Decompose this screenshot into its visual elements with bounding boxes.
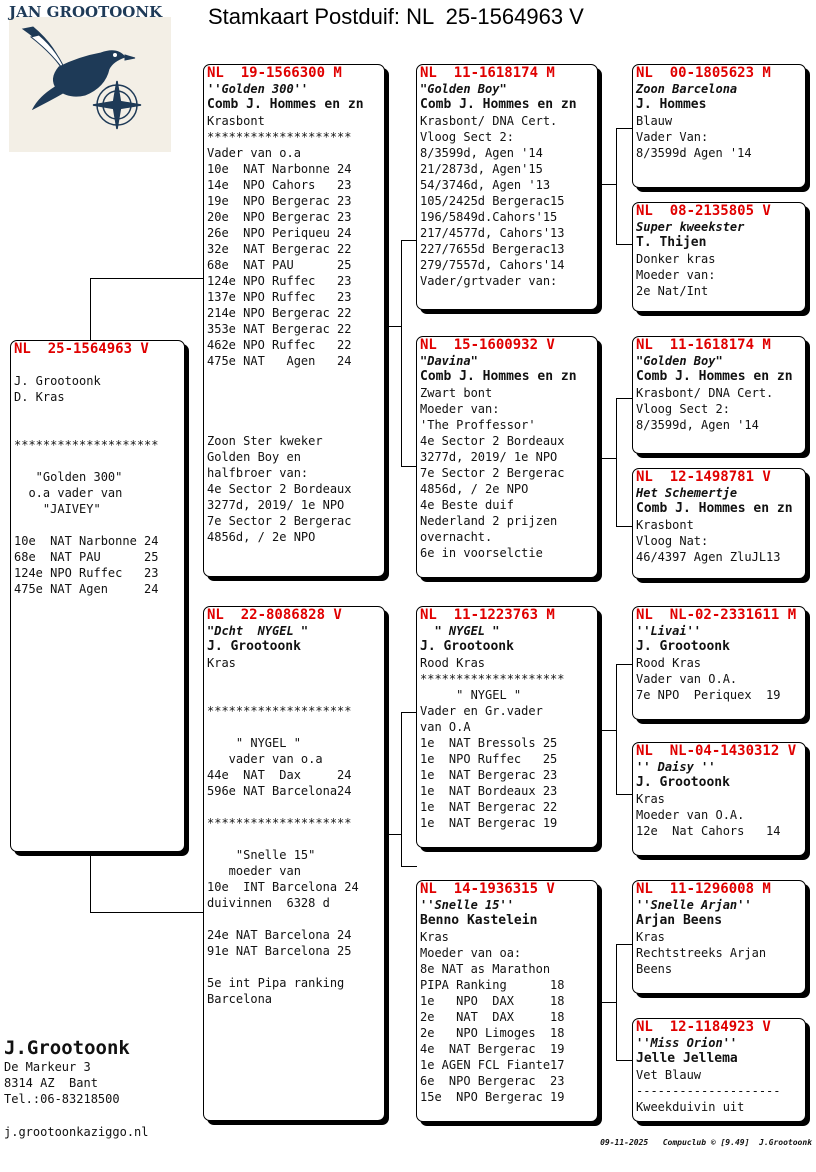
card-line — [204, 385, 384, 401]
connector — [616, 398, 617, 526]
card-line: PIPA Ranking 18 — [420, 978, 565, 992]
card-line: -------------------- — [636, 1084, 781, 1098]
ring-number: NL 22-8086828 V — [207, 607, 342, 623]
connector — [616, 664, 617, 794]
breeder-name: Comb J. Hommes en zn — [420, 97, 577, 112]
card-line: Nederland 2 prijzen — [420, 514, 558, 528]
card-line: 4856d, / 2e NPO — [207, 530, 316, 544]
card-line: 1e NPO Ruffec 25 — [420, 752, 558, 766]
card-line: 24e NAT Barcelona 24 — [207, 928, 352, 942]
card-line: 44e NAT Dax 24 — [207, 768, 352, 782]
connector — [616, 944, 617, 1060]
card-line: 32e NAT Bergerac 22 — [207, 242, 352, 256]
card-line: 14e NPO Cahors 23 — [207, 178, 352, 192]
breeder-name: J. Hommes — [636, 97, 707, 112]
card-line: 10e NAT Narbonne 24 — [207, 162, 352, 176]
connector — [401, 240, 402, 466]
card-line: 19e NPO Bergerac 23 — [207, 194, 352, 208]
card-line: 5e int Pipa ranking — [207, 976, 345, 990]
ring-number: NL 08-2135805 V — [636, 203, 771, 219]
connector — [401, 240, 417, 241]
pigeon-name: ''Miss Orion'' — [636, 1036, 738, 1050]
ring-number: NL 11-1296008 M — [636, 881, 771, 897]
card-line: 1e NAT Bergerac 19 — [420, 816, 558, 830]
card-line: Vloog Sect 2: — [636, 402, 730, 416]
ring-number: NL NL-02-2331611 M — [636, 607, 797, 623]
breeder-name: J. Grootoonk — [636, 775, 730, 790]
card-line — [204, 417, 384, 433]
breeder-name: J. Grootoonk — [636, 639, 730, 654]
owner-address-line: De Markeur 3 — [4, 1060, 91, 1074]
card-line: Kras — [420, 930, 449, 944]
card-mmf — [632, 880, 806, 994]
card-line: 7e Sector 2 Bergerac — [207, 514, 352, 528]
connector — [596, 184, 616, 185]
card-line: Donker kras — [636, 252, 716, 266]
card-line: 15e NPO Bergerac 19 — [420, 1090, 565, 1104]
card-line — [204, 401, 384, 417]
card-line: 2e Nat/Int — [636, 284, 709, 298]
card-line — [204, 831, 384, 847]
breeder-name: J. Grootoonk — [207, 639, 301, 654]
card-line: 353e NAT Bergerac 22 — [207, 322, 352, 336]
card-line: 7e NPO Periquex 19 — [636, 688, 781, 702]
card-line: Vader/grtvader van: — [420, 274, 558, 288]
card-line: Kras — [636, 792, 665, 806]
owner-address-line: 8314 AZ Bant — [4, 1076, 98, 1090]
ring-number: NL 11-1223763 M — [420, 607, 555, 623]
pigeon-name: ''Snelle Arjan'' — [636, 898, 752, 912]
ring-number: NL 11-1618174 M — [420, 65, 555, 81]
owner-email[interactable]: j.grootoonkaziggo.nl — [4, 1125, 149, 1139]
card-line: Kweekduivin uit — [636, 1100, 745, 1114]
card-line: 68e NAT PAU 25 — [207, 258, 352, 272]
ring-number: NL 19-1566300 M — [207, 65, 342, 81]
card-line: 1e NAT Bergerac 23 — [420, 768, 558, 782]
breeder-name: Benno Kastelein — [420, 913, 538, 928]
card-line: 124e NPO Ruffec 23 — [14, 566, 159, 580]
card-line — [11, 421, 184, 437]
breeder-name: Arjan Beens — [636, 913, 723, 928]
connector — [401, 712, 417, 713]
card-line: Moeder van oa: — [420, 946, 522, 960]
card-line: Zoon Ster kweker — [207, 434, 323, 448]
connector — [90, 912, 204, 913]
card-line: 4856d, / 2e NPO — [420, 482, 529, 496]
card-line: 91e NAT Barcelona 25 — [207, 944, 352, 958]
card-line: Vader Van: — [636, 130, 709, 144]
card-line — [204, 959, 384, 975]
pigeon-name: "Golden Boy" — [420, 82, 507, 96]
card-line: 475e NAT Agen 24 — [207, 354, 352, 368]
card-line: 1e NAT Bergerac 22 — [420, 800, 558, 814]
ring-number: NL 12-1498781 V — [636, 469, 771, 485]
card-mmm — [632, 1018, 806, 1122]
breeder-name: J. Grootoonk — [420, 639, 514, 654]
breeder-name: T. Thijen — [636, 235, 707, 250]
card-line: Golden Boy en — [207, 450, 301, 464]
card-line: 2e NAT DAX 18 — [420, 1010, 565, 1024]
card-line: 1e NAT Bordeaux 23 — [420, 784, 558, 798]
card-line: halfbroer van: — [207, 466, 309, 480]
card-line: 196/5849d.Cahors'15 — [420, 210, 558, 224]
card-line: Krasbont — [207, 114, 265, 128]
card-line: 217/4577d, Cahors'13 — [420, 226, 565, 240]
connector — [401, 466, 417, 467]
card-line: Vader en Gr.vader — [420, 704, 543, 718]
logo-text: JAN GROOTOONK — [9, 3, 163, 21]
ring-number: NL 25-1564963 V — [14, 341, 149, 357]
card-line: Vloog Nat: — [636, 534, 709, 548]
card-line: 8e NAT as Marathon — [420, 962, 551, 976]
card-line: 1e AGEN FCL Fiante17 — [420, 1058, 565, 1072]
card-line: Blauw — [636, 114, 673, 128]
card-line: "Snelle 15" — [207, 848, 316, 862]
connector — [90, 278, 91, 340]
card-line: Kras — [207, 656, 236, 670]
card-line: Kras — [636, 930, 665, 944]
card-line: 54/3746d, Agen '13 — [420, 178, 551, 192]
pigeon-compass-icon — [9, 3, 171, 152]
connector — [383, 834, 401, 835]
card-mf — [416, 606, 598, 848]
breeder-name: Comb J. Hommes en zn — [636, 501, 793, 516]
card-main — [10, 340, 185, 852]
pigeon-name: ''Snelle 15'' — [420, 898, 514, 912]
card-father — [203, 64, 385, 577]
card-line: 6e in voorselctie — [420, 546, 543, 560]
card-line: 8/3599d, Agen '14 — [420, 146, 543, 160]
card-line: 124e NPO Ruffec 23 — [207, 274, 352, 288]
card-line — [11, 517, 184, 533]
card-fm — [416, 336, 598, 578]
card-line: "JAIVEY" — [14, 502, 101, 516]
card-line: Rood Kras — [636, 656, 702, 670]
breeder-name: Comb J. Hommes en zn — [207, 97, 364, 112]
card-line: 20e NPO Bergerac 23 — [207, 210, 352, 224]
card-line: vader van o.a — [207, 752, 323, 766]
connector — [401, 712, 402, 866]
card-line: Rechtstreeks Arjan — [636, 946, 767, 960]
card-line: 137e NPO Ruffec 23 — [207, 290, 352, 304]
card-line — [204, 671, 384, 687]
card-line: " NYGEL " — [420, 688, 522, 702]
card-line — [204, 719, 384, 735]
card-line: Vloog Sect 2: — [420, 130, 514, 144]
card-ffm — [632, 202, 806, 312]
card-line — [204, 369, 384, 385]
pigeon-name: Het Schemertje — [636, 486, 738, 500]
ring-number: NL 14-1936315 V — [420, 881, 555, 897]
card-line: van O.A — [420, 720, 471, 734]
ring-number: NL NL-04-1430312 V — [636, 743, 797, 759]
card-line: ******************** — [14, 438, 159, 452]
card-line: 4e Sector 2 Bordeaux — [420, 434, 565, 448]
card-line: 475e NAT Agen 24 — [14, 582, 159, 596]
card-line: " NYGEL " — [207, 736, 301, 750]
connector — [596, 458, 616, 459]
card-line: ******************** — [207, 816, 352, 830]
card-line: 68e NAT PAU 25 — [14, 550, 159, 564]
ring-number: NL 11-1618174 M — [636, 337, 771, 353]
card-line: 46/4397 Agen ZluJL13 — [636, 550, 781, 564]
card-ff — [416, 64, 598, 310]
card-fmf — [632, 336, 806, 454]
breeder-name: Comb J. Hommes en zn — [636, 369, 793, 384]
card-fff — [632, 64, 806, 188]
card-line: Krasbont — [636, 518, 694, 532]
card-fmm — [632, 468, 806, 579]
card-line: 596e NAT Barcelona24 — [207, 784, 352, 798]
card-line: 10e NAT Narbonne 24 — [14, 534, 159, 548]
card-line: duivinnen 6328 d — [207, 896, 330, 910]
pigeon-name: "Dcht NYGEL " — [207, 624, 309, 638]
card-line: Vader van O.A. — [636, 672, 738, 686]
connector — [90, 852, 91, 912]
card-line: 4e NAT Bergerac 19 — [420, 1042, 565, 1056]
card-line: Moeder van: — [420, 402, 500, 416]
pigeon-name: "Golden Boy" — [636, 354, 723, 368]
card-line — [204, 911, 384, 927]
card-line: Rood Kras — [420, 656, 486, 670]
card-line: 8/3599d, Agen '14 — [636, 418, 759, 432]
card-line: Vet Blauw — [636, 1068, 702, 1082]
pigeon-name: "Davina" — [420, 354, 478, 368]
card-line: 2e NPO Limoges 18 — [420, 1026, 565, 1040]
connector — [383, 326, 401, 327]
card-line: 1e NAT Bressols 25 — [420, 736, 558, 750]
ring-number: NL 15-1600932 V — [420, 337, 555, 353]
card-line: Barcelona — [207, 992, 273, 1006]
page-title: Stamkaart Postduif: NL 25-1564963 V — [208, 4, 584, 29]
card-line: "Golden 300" — [14, 470, 123, 484]
card-line: Zwart bont — [420, 386, 493, 400]
pigeon-name: Super kweekster — [636, 220, 745, 234]
card-line: J. Grootoonk — [14, 374, 101, 388]
card-line: 1e NPO DAX 18 — [420, 994, 565, 1008]
card-line: Beens — [636, 962, 673, 976]
card-line: 4e Beste duif — [420, 498, 514, 512]
card-line: Krasbont/ DNA Cert. — [420, 114, 558, 128]
pigeon-name: '' Daisy '' — [636, 760, 716, 774]
card-line: ******************** — [420, 672, 565, 686]
card-line: 21/2873d, Agen'15 — [420, 162, 543, 176]
card-line: o.a vader van — [14, 486, 123, 500]
card-line: 3277d, 2019/ 1e NPO — [207, 498, 345, 512]
card-line: 462e NPO Ruffec 22 — [207, 338, 352, 352]
card-line: 279/7557d, Cahors'14 — [420, 258, 565, 272]
card-line: ******************** — [207, 130, 352, 144]
card-mfm — [632, 742, 806, 856]
card-line — [204, 687, 384, 703]
card-line: Moeder van O.A. — [636, 808, 745, 822]
card-line: 7e Sector 2 Bergerac — [420, 466, 565, 480]
card-line: 4e Sector 2 Bordeaux — [207, 482, 352, 496]
pigeon-name: ''Livai'' — [636, 624, 702, 638]
card-mm — [416, 880, 598, 1122]
pigeon-name: " NYGEL " — [420, 624, 500, 638]
connector — [401, 866, 417, 867]
connector — [596, 1002, 616, 1003]
card-line: 214e NPO Bergerac 22 — [207, 306, 352, 320]
owner-block — [4, 1037, 130, 1107]
card-mother — [203, 606, 385, 1121]
ring-number: NL 12-1184923 V — [636, 1019, 771, 1035]
card-line: moeder van — [207, 864, 301, 878]
card-line: ******************** — [207, 704, 352, 718]
ring-number: NL 00-1805623 M — [636, 65, 771, 81]
card-line: 'The Proffessor' — [420, 418, 536, 432]
card-line: Moeder van: — [636, 268, 716, 282]
card-line: Vader van o.a — [207, 146, 301, 160]
pigeon-name: ''Golden 300'' — [207, 82, 309, 96]
card-line — [11, 405, 184, 421]
card-line: 10e INT Barcelona 24 — [207, 880, 359, 894]
pigeon-name: Zoon Barcelona — [636, 82, 738, 96]
logo — [9, 3, 171, 152]
connector — [90, 278, 204, 279]
card-line: D. Kras — [14, 390, 65, 404]
card-line: 3277d, 2019/ 1e NPO — [420, 450, 558, 464]
footer: 09-11-2025 Compuclub © [9.49] J.Grootoonk — [600, 1138, 812, 1147]
card-line — [11, 357, 184, 373]
card-line — [204, 799, 384, 815]
card-line: overnacht. — [420, 530, 493, 544]
card-line: 227/7655d Bergerac13 — [420, 242, 565, 256]
owner-phone: Tel.:06-83218500 — [4, 1092, 120, 1106]
breeder-name: Jelle Jellema — [636, 1051, 738, 1066]
card-line — [11, 453, 184, 469]
card-line: 6e NPO Bergerac 23 — [420, 1074, 565, 1088]
card-line: 8/3599d Agen '14 — [636, 146, 752, 160]
card-line: 105/2425d Bergerac15 — [420, 194, 565, 208]
card-line: 26e NPO Periqueu 24 — [207, 226, 352, 240]
breeder-name: Comb J. Hommes en zn — [420, 369, 577, 384]
owner-name: J.Grootoonk — [4, 1037, 130, 1059]
card-mff — [632, 606, 806, 720]
card-line: 12e Nat Cahors 14 — [636, 824, 781, 838]
connector — [596, 730, 616, 731]
connector — [616, 128, 617, 244]
card-line: Krasbont/ DNA Cert. — [636, 386, 774, 400]
